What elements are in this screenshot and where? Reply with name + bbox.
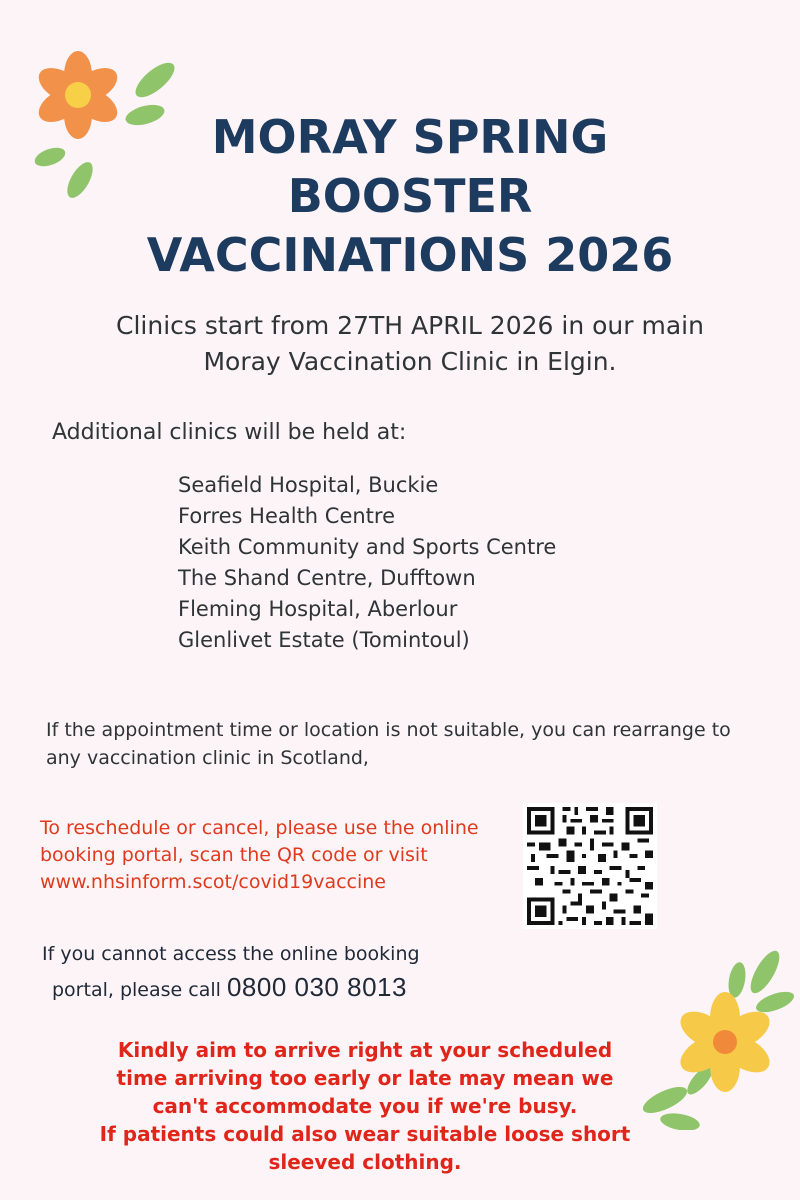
warning-line-3: can't accommodate you if we're busy. xyxy=(152,1094,578,1118)
yellow-flower-icon xyxy=(625,950,795,1130)
additional-clinics-heading: Additional clinics will be held at: xyxy=(52,420,407,445)
title-line-2: BOOSTER xyxy=(287,169,533,223)
intro-text: Clinics start from 27TH APRIL 2026 in our main Moray Vaccination Clinic in Elgin. xyxy=(116,311,704,376)
list-item: Forres Health Centre xyxy=(178,504,396,528)
list-item: Glenlivet Estate (Tomintoul) xyxy=(178,628,470,652)
list-item: The Shand Centre, Dufftown xyxy=(178,566,476,590)
arrival-warning xyxy=(20,1036,710,1176)
warning-line-5: sleeved clothing. xyxy=(268,1150,462,1174)
phone-call-label: portal, please call xyxy=(52,979,221,1001)
list-item: Seafield Hospital, Buckie xyxy=(178,473,439,497)
warning-line-1: Kindly aim to arrive right at your scheduled xyxy=(117,1038,613,1062)
warning-line-2: time arriving too early or late may mean we xyxy=(116,1066,614,1090)
list-item: Fleming Hospital, Aberlour xyxy=(178,597,458,621)
title-line-1: MORAY SPRING xyxy=(211,110,609,164)
clinic-locations-list xyxy=(178,470,556,656)
phone-intro-text: If you cannot access the online booking xyxy=(42,943,420,965)
booking-url-link[interactable]: www.nhsinform.scot/covid19vaccine xyxy=(40,871,386,893)
warning-line-4: If patients could also wear suitable loose short xyxy=(99,1122,631,1146)
title-line-3: VACCINATIONS 2026 xyxy=(146,228,674,282)
page-title xyxy=(80,108,740,285)
reschedule-instructions: To reschedule or cancel, please use the online booking portal, scan the QR code or visit xyxy=(40,817,479,866)
phone-call-text xyxy=(52,972,407,1003)
list-item: Keith Community and Sports Centre xyxy=(178,535,557,559)
phone-number-link[interactable]: 0800 030 8013 xyxy=(226,972,407,1002)
reschedule-text xyxy=(40,815,510,896)
rearrange-text: If the appointment time or location is not suitable, you can rearrange to any vaccination clinic in Scotland, xyxy=(46,719,731,769)
qr-code-icon[interactable] xyxy=(522,803,658,929)
